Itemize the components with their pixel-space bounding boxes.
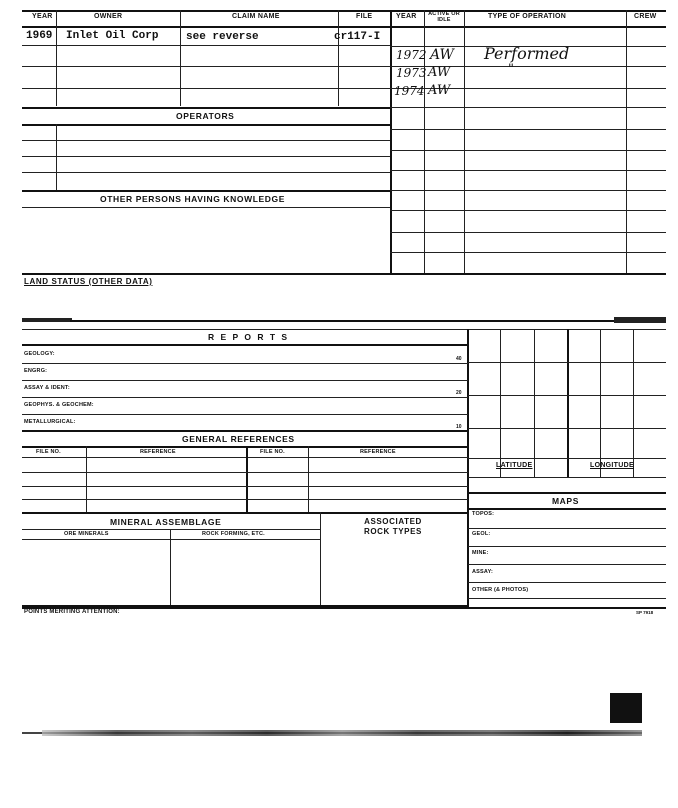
maps-assay: ASSAY: <box>472 569 494 575</box>
black-square <box>610 693 642 723</box>
header-year: YEAR <box>32 13 53 20</box>
other-persons-heading: OTHER PERSONS HAVING KNOWLEDGE <box>100 194 286 204</box>
scan-noise <box>22 722 642 746</box>
general-references-heading: GENERAL REFERENCES <box>182 434 295 444</box>
reports-heading: R E P O R T S <box>208 332 290 342</box>
maps-other: OTHER (& PHOTOS) <box>472 587 529 593</box>
operation-type-1972: Performed <box>484 44 570 63</box>
maps-mine: MINE: <box>472 550 489 556</box>
land-status-heading: LAND STATUS (OTHER DATA) <box>24 277 153 286</box>
mineral-assemblage-heading: MINERAL ASSEMBLAGE <box>110 517 222 527</box>
maps-heading: MAPS <box>552 496 579 506</box>
operation-status-1974: AW <box>428 83 451 98</box>
header-year-2: YEAR <box>396 13 417 20</box>
report-engrg: ENGRG: <box>24 368 48 374</box>
header-file: FILE <box>356 13 373 20</box>
report-number-40: 40 <box>456 356 462 362</box>
entry-claim-name: see reverse <box>186 31 259 43</box>
operation-status-1972: AW <box>430 47 454 63</box>
operation-type-1973: " <box>508 62 514 77</box>
header-claim-name: CLAIM NAME <box>232 13 280 20</box>
operation-year-1974: 1974 <box>394 84 425 98</box>
entry-owner: Inlet Oil Corp <box>66 30 159 42</box>
operation-status-1973: AW <box>428 65 451 80</box>
operation-year-1973: 1973 <box>396 66 427 80</box>
header-owner: OWNER <box>94 13 123 20</box>
maps-topos: TOPOS: <box>472 511 495 517</box>
form-code: SP 7918 <box>636 610 654 615</box>
report-geophys: GEOPHYS. & GEOCHEM: <box>24 402 94 408</box>
latitude-label: LATITUDE <box>496 462 533 469</box>
ore-minerals-label: ORE MINERALS <box>64 531 109 537</box>
ref-reference-2: REFERENCE <box>360 449 396 455</box>
rock-forming-label: ROCK FORMING, ETC. <box>202 531 265 537</box>
report-assay: ASSAY & IDENT: <box>24 385 70 391</box>
operators-heading: OPERATORS <box>176 111 235 121</box>
header-type-of-operation: TYPE OF OPERATION <box>488 13 567 20</box>
header-crew: CREW <box>634 13 657 20</box>
ref-file-no-1: FILE NO. <box>36 449 61 455</box>
maps-geol: GEOL: <box>472 531 491 537</box>
report-number-20: 20 <box>456 390 462 396</box>
ref-reference-1: REFERENCE <box>140 449 176 455</box>
points-meriting-attention: POINTS MERITING ATTENTION: <box>24 609 120 615</box>
longitude-label: LONGITUDE <box>590 462 634 469</box>
entry-file: cr117-I <box>334 31 381 43</box>
report-number-10: 10 <box>456 424 462 430</box>
report-geology: GEOLOGY: <box>24 351 55 357</box>
ref-file-no-2: FILE NO. <box>260 449 285 455</box>
operation-year-1972: 1972 <box>396 48 427 62</box>
entry-year: 1969 <box>26 30 53 42</box>
header-active-or-idle: ACTIVE OR IDLE <box>428 11 460 23</box>
associated-rock-types-heading: ASSOCIATED ROCK TYPES <box>363 517 422 536</box>
report-metallurgical: METALLURGICAL: <box>24 419 76 425</box>
